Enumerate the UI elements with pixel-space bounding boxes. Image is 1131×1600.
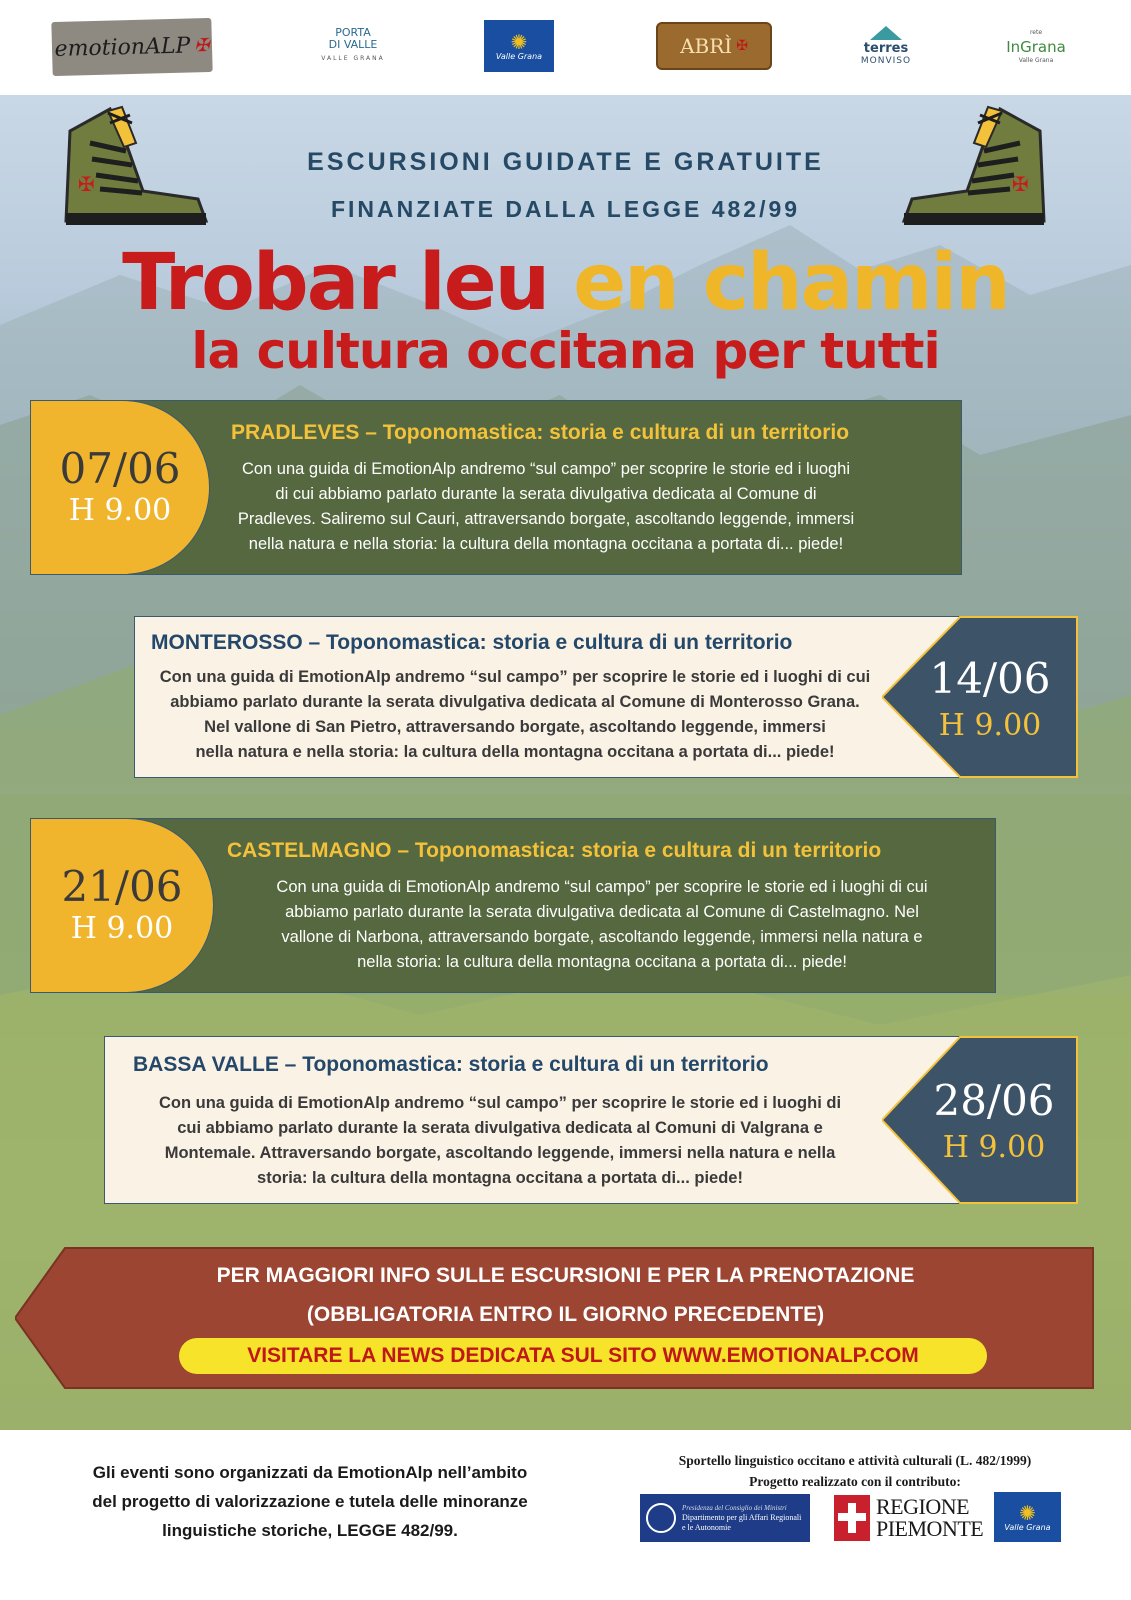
regione-line: REGIONE <box>876 1494 970 1519</box>
abri-cross-icon: ✠ <box>736 38 748 54</box>
porta-di-valle-line1: PORTA <box>335 26 371 39</box>
footer-text-line: del progetto di valorizzazione e tutela delle minoranze <box>92 1492 528 1511</box>
terres-text: terres <box>863 41 909 56</box>
piemonte-shield-icon <box>834 1495 870 1541</box>
subtitle-legge: FINANZIATE DALLA LEGGE 482/99 <box>330 196 801 222</box>
dipartimento-affari-regionali-logo <box>640 1494 810 1542</box>
event-desc-line: Con una guida di EmotionAlp andremo “sul campo” per scoprire le storie ed i luoghi di cui <box>159 668 871 686</box>
event-description <box>201 457 891 557</box>
event-card-monterosso <box>134 616 984 778</box>
unione-montana-logo <box>484 20 554 72</box>
terres-monviso-logo <box>853 22 919 72</box>
footer-organizer-text <box>40 1458 580 1545</box>
unione-montana-text: Valle Grana <box>495 51 543 61</box>
event-desc-line: Con una guida di EmotionAlp andremo “sul campo” per scoprire le storie ed i luoghi <box>241 460 851 478</box>
event-desc-line: Con una guida di EmotionAlp andremo “sul campo” per scoprire le storie ed i luoghi di cui <box>276 878 928 896</box>
event-time: H 9.00 <box>70 910 174 946</box>
contributo-line: Progetto realizzato con il contributo: <box>749 1474 961 1489</box>
abri-logo-text: ABRÌ <box>680 34 733 58</box>
porta-di-valle-logo <box>318 18 388 74</box>
event-card-pradleves <box>120 400 962 575</box>
info-line-1: PER MAGGIORI INFO SULLE ESCURSIONI E PER LA PRENOTAZIONE <box>216 1264 915 1287</box>
main-title-part1: Trobar leu <box>122 238 574 328</box>
event-date-badge <box>30 818 214 993</box>
event-description <box>217 875 987 975</box>
event-date: 28/06 <box>933 1076 1055 1125</box>
event-desc-line: abbiamo parlato durante la serata divulgativa dedicata al Comune di Monterosso Grana. <box>170 693 860 711</box>
dipartimento-line: Dipartimento per gli Affari Regionali <box>682 1513 802 1522</box>
event-desc-line: nella natura e nella storia: la cultura della montagna occitana a portata di... piede! <box>195 743 835 761</box>
dipartimento-text <box>682 1503 801 1533</box>
event-card-castelmagno <box>120 818 996 993</box>
subtitle-escursioni: ESCURSIONI GUIDATE E GRATUITE <box>307 148 824 176</box>
unione-montana-footer-logo <box>994 1492 1061 1542</box>
event-desc-line: abbiamo parlato durante la serata divulgativa dedicata al Comune di Castelmagno. Nel <box>285 903 919 921</box>
mountain-peak-icon <box>870 26 902 40</box>
unione-mark-icon: ✺ <box>1019 1500 1036 1525</box>
svg-text:✠: ✠ <box>78 172 95 196</box>
event-date: 21/06 <box>61 861 183 911</box>
ingrana-valle-text: Valle Grana <box>1018 57 1054 64</box>
sportello-line: Sportello linguistico occitano e attività culturali (L. 482/1999) <box>678 1453 1032 1468</box>
event-date: 07/06 <box>59 443 181 493</box>
event-desc-line: Con una guida di EmotionAlp andremo “sul campo” per scoprire le storie ed i luoghi di <box>158 1094 842 1112</box>
event-title: PRADLEVES – Toponomastica: storia e cultura di un territorio <box>231 421 850 444</box>
piemonte-line: PIEMONTE <box>876 1516 984 1541</box>
event-date-badge <box>882 616 1078 778</box>
unione-mark-icon: ✺ <box>510 29 528 54</box>
event-card-bassa-valle <box>104 1036 984 1204</box>
event-time: H 9.00 <box>942 1130 1046 1165</box>
event-title: MONTEROSSO – Toponomastica: storia e cultura di un territorio <box>151 631 793 654</box>
event-title: CASTELMAGNO – Toponomastica: storia e cultura di un territorio <box>227 839 882 862</box>
event-date: 14/06 <box>929 654 1051 703</box>
info-line-2: (OBBLIGATORIA ENTRO IL GIORNO PRECEDENTE) <box>306 1303 825 1326</box>
event-desc-line: Pradleves. Saliremo sul Cauri, attraversando borgate, ascoltando leggende, immersi <box>237 510 855 528</box>
event-desc-line: nella natura e nella storia: la cultura della montagna occitana a portata di... piede! <box>248 535 844 553</box>
emotionalp-logo-text: emotionALP <box>54 32 191 62</box>
dipartimento-top-line: Presidenza del Consiglio dei Ministri <box>682 1504 787 1512</box>
unione-footer-text: Valle Grana <box>1004 1522 1051 1532</box>
event-description <box>145 665 885 765</box>
occitan-cross-icon: ✠ <box>194 34 210 56</box>
event-desc-line: cui abbiamo parlato durante la serata divulgativa dedicata al Comuni di Valgrana e <box>177 1119 823 1137</box>
porta-di-valle-line3: VALLE GRANA <box>321 55 385 62</box>
footer-text-line: Gli eventi sono organizzati da EmotionAlp nell’ambito <box>92 1463 528 1482</box>
footer-text-line: linguistiche storiche, LEGGE 482/99. <box>162 1521 458 1540</box>
porta-di-valle-line2: DI VALLE <box>328 38 378 51</box>
event-description <box>115 1091 885 1191</box>
main-title-part2: en chamin <box>573 238 1009 328</box>
event-desc-line: vallone di Narbona, attraversando borgate, ascoltando leggende, immersi nella natura e <box>281 928 923 946</box>
main-title <box>0 238 1131 328</box>
italian-emblem-icon <box>646 1503 676 1533</box>
ingrana-logo <box>998 22 1074 72</box>
event-desc-line: storia: la cultura della montagna occitana a portata di... piede! <box>257 1169 743 1187</box>
sportello-credits <box>620 1450 1090 1492</box>
event-time: H 9.00 <box>68 492 172 528</box>
abri-logo <box>656 22 772 70</box>
event-date-badge <box>30 400 210 575</box>
monviso-text: MONVISO <box>860 56 912 66</box>
event-desc-line: Montemale. Attraversando borgate, ascoltando leggende, immersi nella natura e nella <box>164 1144 836 1162</box>
event-desc-line: di cui abbiamo parlato durante la serata divulgativa dedicata al Comune di <box>275 485 817 503</box>
ingrana-rete-text: rete <box>1029 29 1043 36</box>
main-tagline: la cultura occitana per tutti <box>191 322 940 380</box>
event-desc-line: nella storia: la cultura della montagna occitana a portata di... piede! <box>357 953 847 971</box>
emotionalp-logo <box>51 18 212 76</box>
ingrana-text: InGrana <box>1006 38 1066 56</box>
website-cta[interactable]: VISITARE LA NEWS DEDICATA SUL SITO WWW.EMOTIONALP.COM <box>179 1338 987 1374</box>
regione-piemonte-text <box>876 1496 983 1540</box>
dipartimento-line: e le Autonomie <box>682 1523 731 1532</box>
event-desc-line: Nel vallone di San Pietro, attraversando borgate, ascoltando leggende, immersi <box>204 718 826 736</box>
svg-text:✠: ✠ <box>1012 172 1029 196</box>
event-time: H 9.00 <box>938 708 1042 743</box>
logo-strip <box>0 0 1131 95</box>
event-title: BASSA VALLE – Toponomastica: storia e cultura di un territorio <box>133 1053 769 1076</box>
event-date-badge <box>882 1036 1078 1204</box>
regione-piemonte-logo <box>834 1492 984 1544</box>
